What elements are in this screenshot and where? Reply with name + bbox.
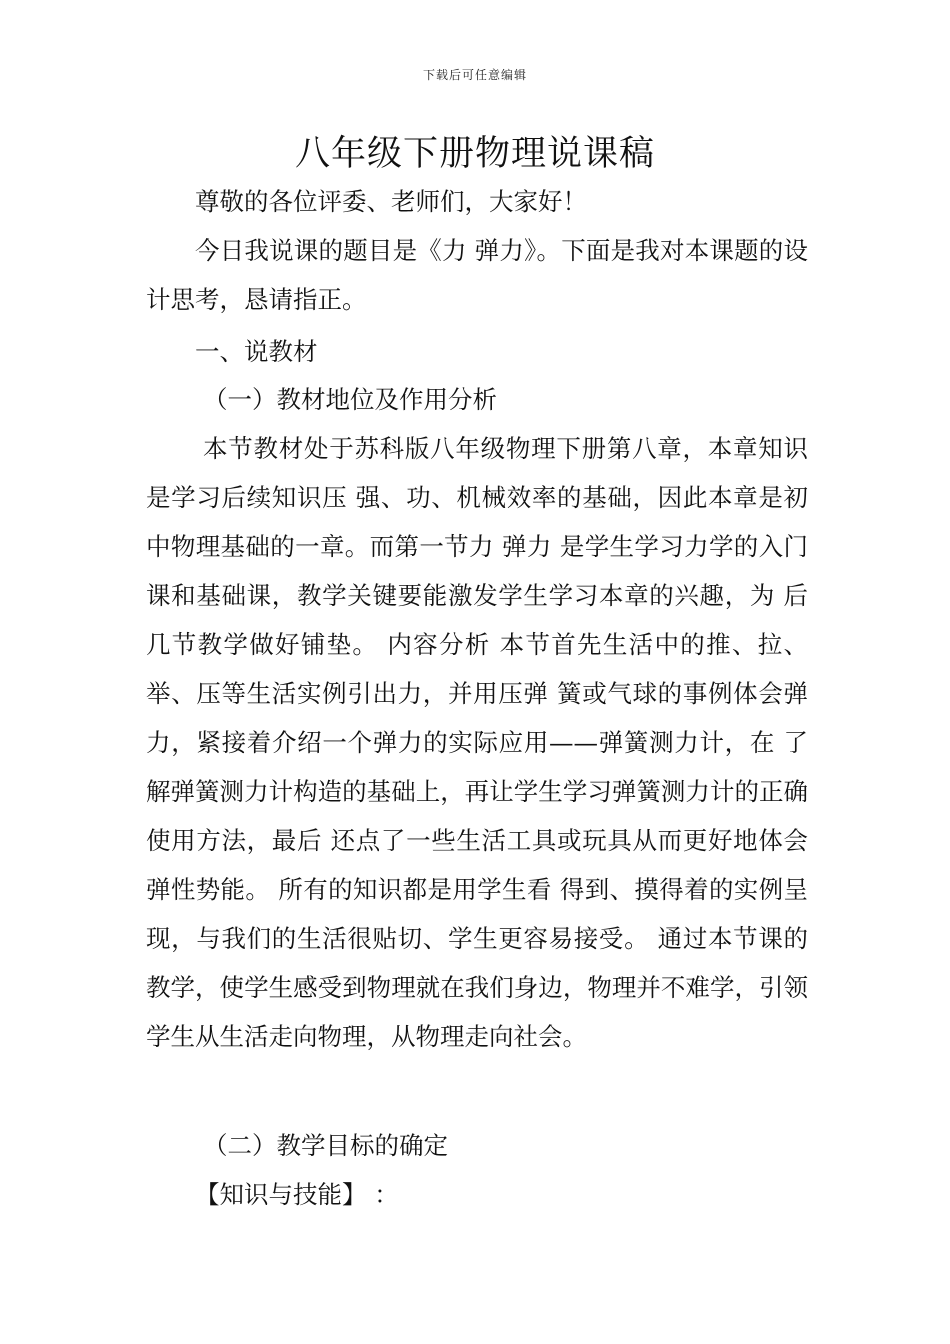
subsection-heading-teaching-goals: （二）教学目标的确定: [203, 1131, 448, 1160]
greeting-paragraph: 尊敬的各位评委、老师们，大家好！: [195, 187, 587, 216]
intro-paragraph: 今日我说课的题目是《力 弹力》。下面是我对本课题的设计思考，恳请指正。: [146, 236, 808, 314]
header-note: 下载后可任意编辑: [422, 68, 527, 82]
section-heading-textbook: 一、说教材: [195, 337, 318, 366]
analysis-paragraph: 本节教材处于苏科版八年级物理下册第八章，本章知识是学习后续知识压 强、功、机械效率的基础，因此本章是初中物理基础的一章。而第一节力 弹力 是学生学习力学的入门课和基础课，教学关键要能激发学生学习本章的兴趣，为 后几节教学做好铺垫。 内容分析 本节首先生活中的推、拉、举、压等生活实例引出力，并用压弹 簧或气球的事例体会弹力，紧接着介绍一个弹力的实际应用——弹簧测力计，在 了解弹簧测力计构造的基础上，再让学生学习弹簧测力计的正确使用方法，最后 还点了一些生活工具或玩具从而更好地体会弹性势能。 所有的知识都是用学生看 得到、摸得着的实例呈现，与我们的生活很贴切、学生更容易接受。 通过本节课的教学，使学生感受到物理就在我们身边，物理并不难学，引领 学生从生活走向物理，从物理走向社会。: [146, 434, 808, 1051]
knowledge-skills-heading: 【知识与技能】 ：: [195, 1180, 399, 1209]
document-title: 八年级下册物理说课稿: [294, 134, 655, 174]
subsection-heading-position-analysis: （一）教材地位及作用分析: [203, 385, 497, 414]
